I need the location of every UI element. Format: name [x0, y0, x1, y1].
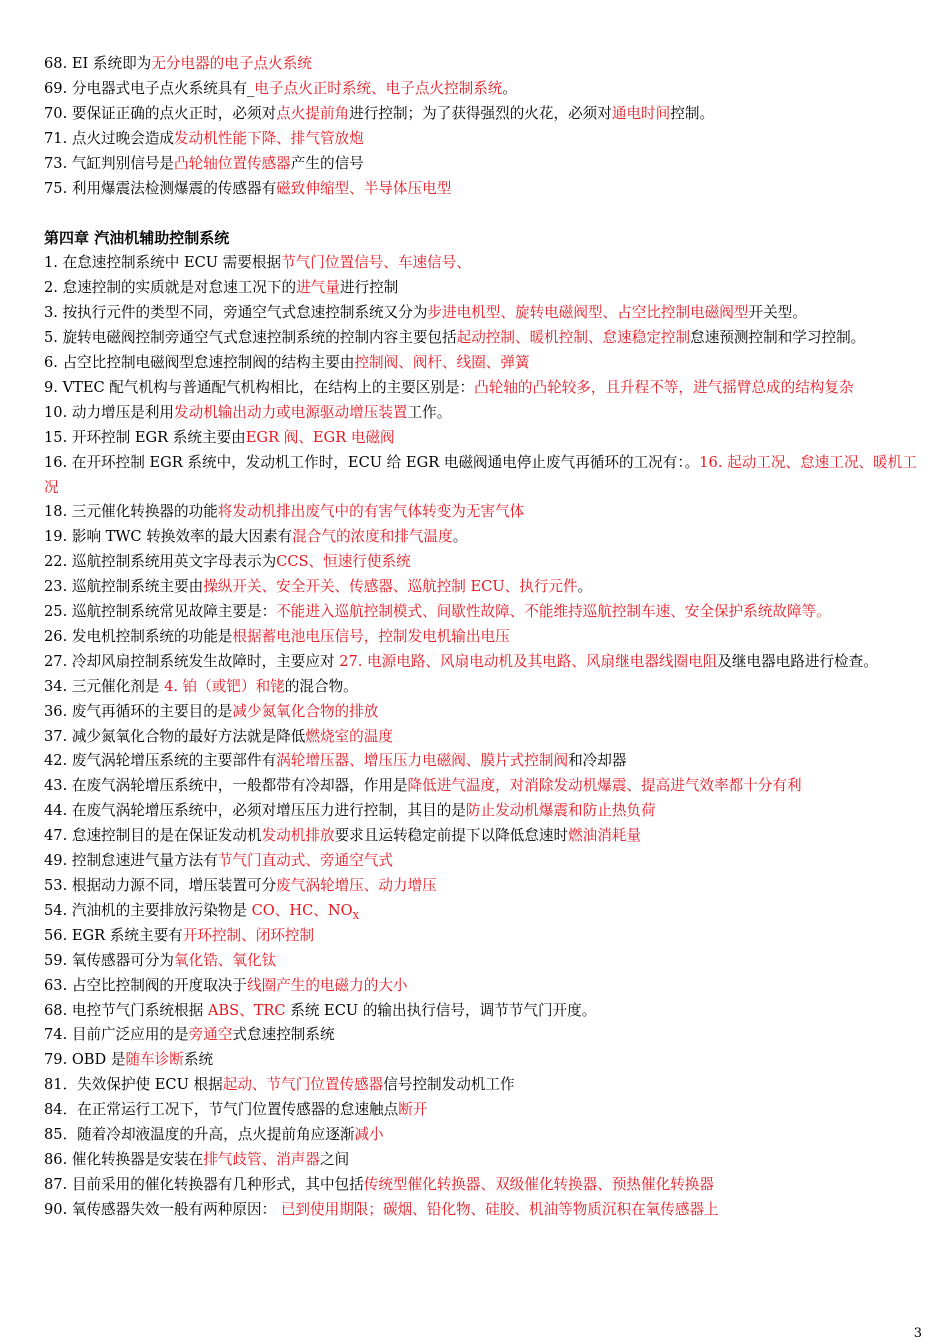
- question-text: 。: [577, 578, 593, 596]
- question-line: [44, 1048, 920, 1073]
- question-text: 进行控制；为了获得强烈的火花，必须对: [349, 104, 612, 122]
- answer-text: EGR 阀、EGR 电磁阀: [245, 428, 395, 446]
- question-text: 的混合物。: [284, 677, 358, 695]
- answer-text: 凸轮轴位置传感器: [174, 154, 291, 172]
- question-text: 59. 氧传感器可分为: [44, 951, 175, 969]
- question-line: [44, 326, 920, 351]
- question-text: 36. 废气再循环的主要目的是: [44, 702, 233, 720]
- question-text: 系统 ECU 的输出执行信号，调节节气门开度。: [285, 1001, 597, 1019]
- question-line: [44, 725, 920, 750]
- question-text: 69. 分电器式电子点火系统具有_: [44, 79, 255, 97]
- answer-text: 节气门位置信号、车速信号、: [281, 254, 471, 272]
- question-line: [44, 749, 920, 774]
- answer-text: CO、HC、NO: [251, 901, 353, 919]
- question-line: [44, 451, 920, 501]
- answer-text: 步进电机型、旋转电磁阀型、占空比控制电磁阀型: [427, 304, 749, 322]
- answer-text: 减少氮氧化合物的排放: [232, 702, 379, 720]
- question-text: 75. 利用爆震法检测爆震的传感器有: [44, 179, 277, 197]
- question-text: 74. 目前广泛应用的是: [44, 1026, 189, 1044]
- answer-text: 混合气的浓度和排气温度: [292, 528, 453, 546]
- question-text: 68. EI 系统即为: [44, 55, 152, 72]
- question-line: [44, 550, 920, 575]
- question-line: [44, 1198, 920, 1223]
- question-text: 2. 怠速控制的实质就是对怠速工况下的: [44, 279, 297, 297]
- answer-text: 燃油消耗量: [568, 827, 642, 845]
- answer-text: X: [352, 911, 359, 922]
- question-line: [44, 899, 920, 924]
- question-text: 信号控制发动机工作: [383, 1076, 515, 1094]
- question-text: 44. 在废气涡轮增压系统中，必须对增压压力进行控制，其目的是: [44, 802, 466, 820]
- question-text: 81．失效保护使 ECU 根据: [44, 1076, 223, 1094]
- question-text: 怠速预测控制和学习控制。: [690, 329, 866, 347]
- answer-text: 降低进气温度，对消除发动机爆震、提高进气效率都十分有利: [407, 777, 802, 795]
- answer-text: 发动机性能下降、排气管放炮: [174, 129, 364, 147]
- question-text: 79. OBD 是: [44, 1051, 126, 1069]
- question-text: 22. 巡航控制系统用英文字母表示为: [44, 553, 277, 571]
- question-text: 5. 旋转电磁阀控制旁通空气式怠速控制系统的控制内容主要包括: [44, 329, 457, 347]
- question-text: 87. 目前采用的催化转换器有几种形式，其中包括: [44, 1175, 364, 1193]
- answer-text: 将发动机排出废气中的有害气体转变为无害气体: [217, 503, 525, 521]
- question-text: 42. 废气涡轮增压系统的主要部件有: [44, 752, 277, 770]
- question-text: 之间: [319, 1150, 350, 1168]
- question-text: 。: [502, 79, 517, 97]
- question-text: 25. 巡航控制系统常见故障主要是：: [44, 603, 277, 621]
- question-line: [44, 401, 920, 426]
- question-text: 27. 冷却风扇控制系统发生故障时，主要应对: [44, 652, 340, 670]
- question-text: 68. 电控节气门系统根据: [44, 1001, 208, 1019]
- question-line: [44, 525, 920, 550]
- question-line: [44, 924, 920, 949]
- question-line: [44, 301, 920, 326]
- answer-text: 无分电器的电子点火系统: [151, 55, 312, 72]
- question-list-chapter-3: [44, 52, 920, 201]
- question-line: [44, 77, 920, 102]
- question-line: [44, 874, 920, 899]
- question-text: 85．随着冷却液温度的升高，点火提前角应逐渐: [44, 1126, 355, 1144]
- question-line: [44, 376, 920, 401]
- answer-text: 27. 电源电路、风扇电动机及其电路、风扇继电器线圈电阻: [339, 652, 718, 670]
- question-text: 53. 根据动力源不同，增压装置可分: [44, 877, 277, 894]
- question-line: [44, 824, 920, 849]
- answer-text: 断开: [398, 1101, 428, 1119]
- answer-text: 电子点火正时系统、电子点火控制系统: [254, 79, 503, 97]
- answer-text: 节气门直动式、旁通空气式: [217, 852, 393, 870]
- question-line: [44, 700, 920, 725]
- question-text: 90. 氧传感器失效一般有两种原因：: [44, 1200, 281, 1218]
- question-line: [44, 1148, 920, 1173]
- question-line: [44, 650, 920, 675]
- question-text: 23. 巡航控制系统主要由: [44, 578, 204, 596]
- answer-text: 氧化锆、氧化钛: [174, 951, 277, 969]
- question-text: 56. EGR 系统主要有: [44, 926, 183, 944]
- question-line: [44, 999, 920, 1024]
- question-line: [44, 52, 920, 77]
- question-line: [44, 102, 920, 127]
- question-text: 15. 开环控制 EGR 系统主要由: [44, 428, 246, 446]
- question-text: 6. 占空比控制电磁阀型怠速控制阀的结构主要由: [44, 353, 355, 371]
- question-line: [44, 774, 920, 799]
- question-line: [44, 600, 920, 625]
- answer-text: 燃烧室的温度: [305, 727, 393, 745]
- question-text: 及继电器电路进行检查。: [717, 652, 878, 670]
- question-text: 10. 动力增压是利用: [44, 403, 175, 421]
- question-text: 18. 三元催化转换器的功能: [44, 503, 218, 521]
- answer-text: 涡轮增压器、增压压力电磁阀、膜片式控制阀: [276, 752, 569, 770]
- question-text: 要求且运转稳定前提下以降低怠速时: [334, 827, 569, 845]
- answer-text: 根据蓄电池电压信号，控制发电机输出电压: [232, 627, 510, 645]
- page-number: 3: [913, 1326, 922, 1341]
- answer-text: 传统型催化转换器、双级催化转换器、预热催化转换器: [363, 1175, 714, 1193]
- question-text: 37. 减少氮氧化合物的最好方法就是降低: [44, 727, 306, 745]
- blank-line: [44, 201, 920, 226]
- question-text: 控制。: [670, 104, 715, 122]
- question-line: [44, 949, 920, 974]
- answer-text: 不能进入巡航控制模式、间歇性故障、不能维持巡航控制车速、安全保护系统故障等。: [276, 603, 831, 621]
- question-text: 开关型。: [748, 304, 807, 322]
- answer-text: 发动机排放: [261, 827, 335, 845]
- question-line: [44, 276, 920, 301]
- question-text: 3. 按执行元件的类型不同，旁通空气式怠速控制系统又分为: [44, 304, 428, 322]
- question-line: [44, 127, 920, 152]
- answer-text: 起动控制、暖机控制、怠速稳定控制: [456, 329, 691, 347]
- question-line: [44, 177, 920, 202]
- question-text: 47. 怠速控制目的是在保证发动机: [44, 827, 262, 845]
- question-text: 9. VTEC 配气机构与普通配气机构相比，在结构上的主要区别是：: [44, 378, 475, 396]
- answer-text: 凸轮轴的凸轮较多，且升程不等，进气摇臂总成的结构复杂: [474, 378, 854, 396]
- question-line: [44, 152, 920, 177]
- answer-text: 减小: [354, 1126, 384, 1144]
- answer-text: 随车诊断: [125, 1051, 184, 1069]
- answer-text: 磁致伸缩型、半导体压电型: [276, 179, 452, 197]
- question-text: 19. 影响 TWC 转换效率的最大因素有: [44, 528, 293, 546]
- question-text: 产生的信号: [290, 154, 364, 172]
- question-text: 73. 气缸判别信号是: [44, 154, 175, 172]
- question-text: 54. 汽油机的主要排放污染物是: [44, 901, 252, 919]
- answer-text: 线圈产生的电磁力的大小: [246, 976, 408, 994]
- question-text: 71. 点火过晚会造成: [44, 129, 175, 147]
- question-line: [44, 1098, 920, 1123]
- question-text: 。: [452, 528, 468, 546]
- answer-text: ABS、TRC: [207, 1001, 286, 1019]
- question-text: 和冷却器: [568, 752, 627, 770]
- answer-text: 开环控制、闭环控制: [182, 926, 315, 944]
- answer-text: 防止发动机爆震和防止热负荷: [465, 802, 656, 820]
- question-line: [44, 1073, 920, 1098]
- question-text: 1. 在怠速控制系统中 ECU 需要根据: [44, 254, 282, 272]
- question-text: 49. 控制怠速进气量方法有: [44, 852, 218, 870]
- answer-text: 已到使用期限；碳烟、铅化物、硅胶、机油等物质沉积在氧传感器上: [280, 1200, 719, 1218]
- question-line: [44, 1123, 920, 1148]
- answer-text: 操纵开关、安全开关、传感器、巡航控制 ECU、执行元件: [203, 578, 578, 596]
- question-line: [44, 351, 920, 376]
- answer-text: 旁通空: [188, 1026, 233, 1044]
- answer-text: 点火提前角: [276, 104, 350, 122]
- question-text: 84．在正常运行工况下，节气门位置传感器的怠速触点: [44, 1101, 399, 1119]
- answer-text: 排气歧管、消声器: [203, 1150, 320, 1168]
- question-text: 16. 在开环控制 EGR 系统中，发动机工作时，ECU 给 EGR 电磁阀通电停止废气再循环的工况有：。: [44, 453, 700, 471]
- answer-text: 废气涡轮增压、动力增压: [276, 877, 437, 894]
- answer-text: CCS、恒速行使系统: [276, 553, 411, 571]
- question-text: 86. 催化转换器是安装在: [44, 1150, 204, 1168]
- answer-text: 发动机输出动力或电源驱动增压装置: [174, 403, 408, 421]
- question-line: [44, 675, 920, 700]
- answer-text: 4. 铂（或钯）和铑: [164, 677, 285, 695]
- question-text: 系统: [183, 1051, 214, 1069]
- answer-text: 控制阀、阀杆、线圈、弹簧: [354, 353, 530, 371]
- question-line: [44, 974, 920, 999]
- question-text: 26. 发电机控制系统的功能是: [44, 627, 233, 645]
- question-text: 进行控制: [339, 279, 399, 297]
- question-text: 63. 占空比控制阀的开度取决于: [44, 976, 247, 994]
- question-line: [44, 1023, 920, 1048]
- question-line: [44, 625, 920, 650]
- question-line: [44, 1173, 920, 1198]
- question-line: [44, 500, 920, 525]
- answer-text: 通电时间: [611, 104, 671, 122]
- question-line: [44, 799, 920, 824]
- answer-text: 进气量: [296, 279, 340, 297]
- question-line: [44, 426, 920, 451]
- chapter-heading: 第四章 汽油机辅助控制系统: [44, 229, 230, 248]
- question-list-chapter-4: [44, 251, 920, 1222]
- question-line: [44, 251, 920, 276]
- answer-text: 16. 起动工况、怠速工况、暖机工况: [44, 453, 917, 496]
- question-text: 43. 在废气涡轮增压系统中，一般都带有冷却器，作用是: [44, 777, 408, 795]
- question-line: [44, 849, 920, 874]
- question-text: 70. 要保证正确的点火正时，必须对: [44, 104, 277, 122]
- question-line: [44, 575, 920, 600]
- answer-text: 起动、节气门位置传感器: [222, 1076, 384, 1094]
- question-text: 式怠速控制系统: [232, 1026, 335, 1044]
- question-text: 34. 三元催化剂是: [44, 677, 165, 695]
- question-text: 工作。: [407, 403, 452, 421]
